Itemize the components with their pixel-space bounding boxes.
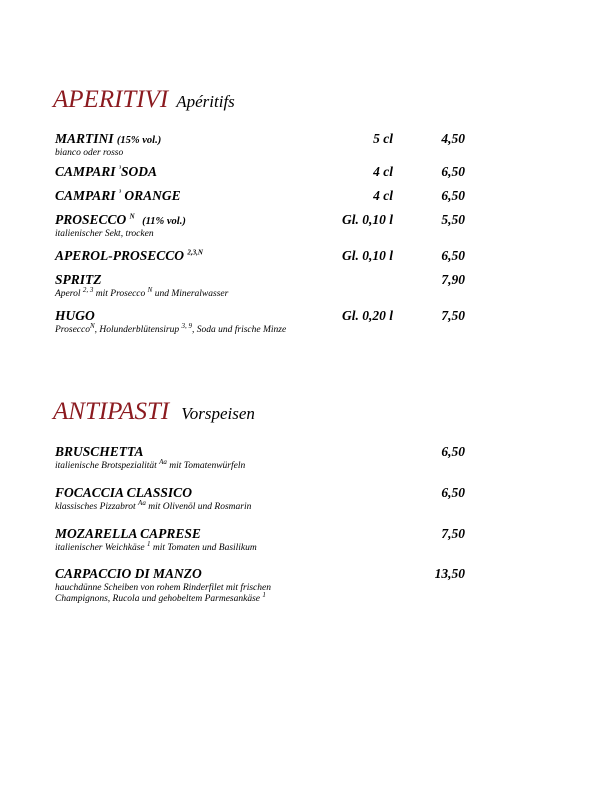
menu-item-prosecco <box>55 212 465 246</box>
item-price: 6,50 <box>441 164 465 179</box>
item-quantity: Gl. 0,10 l <box>341 212 393 227</box>
item-price: 4,50 <box>441 131 465 146</box>
item-name: CARPACCIO DI MANZO <box>55 566 202 581</box>
menu-item-spritz <box>55 272 465 306</box>
item-description: Aperol $^{2, 3}$ mit Prosecco $^N$ und Mineralwasser <box>55 285 229 299</box>
section-subheading: Vorspeisen <box>181 404 255 423</box>
section-title-aperitivi <box>53 86 235 114</box>
menu-item-martini <box>55 131 465 165</box>
item-price: 6,50 <box>441 248 465 263</box>
item-quantity: 5 cl <box>373 131 393 146</box>
item-description: hauchdünne Scheiben von rohem Rinderfilet mit frischen Champignons, Rucola und gehobeltem Parmesankäse $^1$ <box>55 583 271 604</box>
item-price: 7,50 <box>441 526 465 541</box>
item-description: italienischer Weichkäse $^1$ mit Tomaten und Basilikum <box>55 539 257 553</box>
item-quantity: 4 cl <box>373 188 393 203</box>
section-heading: APERITIVI <box>53 86 169 113</box>
item-name: HUGO <box>55 308 95 323</box>
item-price: 6,50 <box>441 444 465 459</box>
item-price: 7,50 <box>441 308 465 323</box>
item-name: BRUSCHETTA <box>55 444 144 459</box>
item-description: italienischer Sekt, trocken <box>55 229 154 239</box>
item-price: 7,90 <box>441 272 465 287</box>
item-price: 5,50 <box>441 212 465 227</box>
item-name: CAMPARI $^{^3}$SODA <box>55 164 158 179</box>
item-name: MARTINI (15% vol.) <box>55 131 162 146</box>
menu-item-carpaccio <box>55 566 465 606</box>
section-title-antipasti <box>53 398 255 426</box>
item-quantity: Gl. 0,10 l <box>341 248 393 263</box>
menu-item-hugo <box>55 308 465 342</box>
item-price: 6,50 <box>441 485 465 500</box>
item-name: PROSECCO $^N$ (11% vol.) <box>55 212 186 227</box>
menu-item-mozarella-caprese <box>55 526 465 560</box>
item-name: FOCACCIA CLASSICO <box>55 485 192 500</box>
item-description: italienische Brotspezialität $^{Aa}$ mit Tomatenwürfeln <box>55 457 246 471</box>
item-quantity: 4 cl <box>373 164 393 179</box>
item-quantity: Gl. 0,20 l <box>341 308 393 323</box>
item-description: bianco oder rosso <box>55 148 124 158</box>
item-name: MOZARELLA CAPRESE <box>55 526 201 541</box>
item-name: APEROL-PROSECCO $^{2,3,N}$ <box>55 248 203 263</box>
item-name: SPRITZ <box>55 272 102 287</box>
item-description: klassisches Pizzabrot $^{Aa}$ mit Olivenöl und Rosmarin <box>55 498 252 512</box>
section-subheading: Apéritifs <box>176 92 235 111</box>
menu-item-focaccia <box>55 485 465 519</box>
section-heading: ANTIPASTI <box>53 398 170 425</box>
menu-item-bruschetta <box>55 444 465 478</box>
item-price: 6,50 <box>441 188 465 203</box>
item-name: CAMPARI $^{^3}$ ORANGE <box>55 188 181 203</box>
item-description: Prosecco$^N$, Holunderblütensirup $^{3, 9}$, Soda und frische Minze <box>55 321 287 335</box>
item-price: 13,50 <box>434 566 465 581</box>
